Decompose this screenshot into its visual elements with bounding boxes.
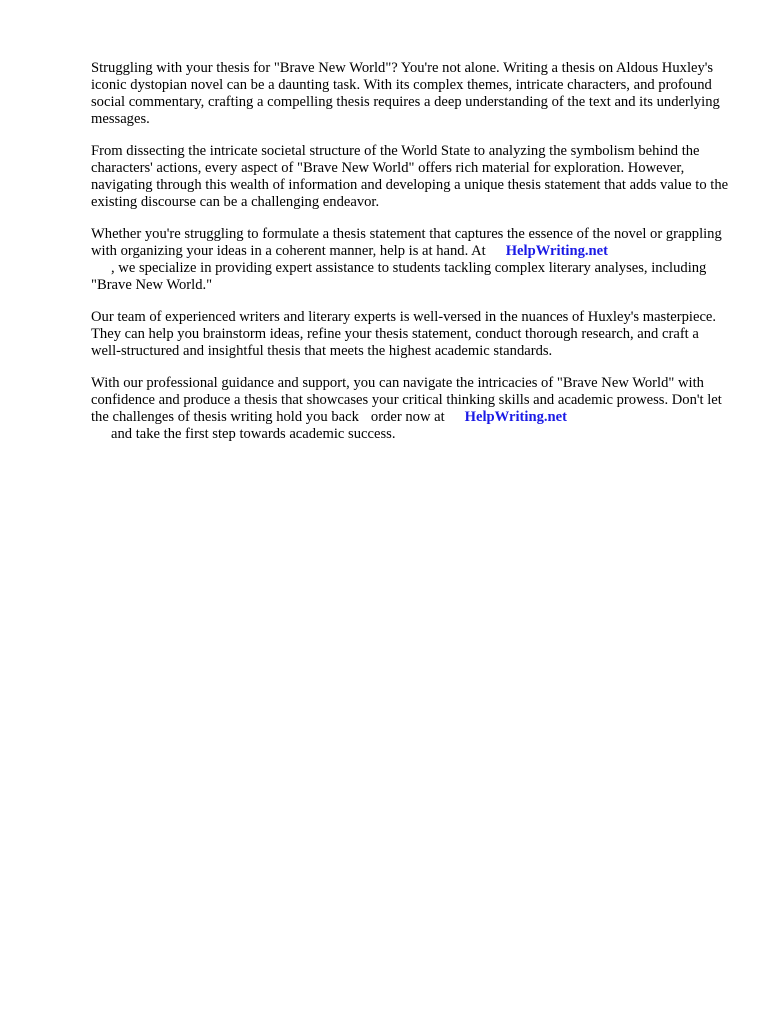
paragraph-help-text: Whether you're struggling to formulate a thesis statement that captures the essence of the novel or grappling with organizing your ideas in a coherent manner, help is at hand. At <box>91 226 722 259</box>
document-body <box>91 60 731 458</box>
paragraph-intro: Struggling with your thesis for "Brave New World"? You're not alone. Writing a thesis on Aldous Huxley's iconic dystopian novel can be a daunting task. With its complex themes, intricate characters, and profound social commentary, crafting a compelling thesis requires a deep understanding of the text and its underlying messages. <box>91 60 720 127</box>
order-now-text: order now at <box>370 409 445 425</box>
paragraph-help-tail: , we specialize in providing expert assistance to students tackling complex literary analyses, including "Brave New World." <box>91 260 707 293</box>
paragraph-analysis: From dissecting the intricate societal structure of the World State to analyzing the symbolism behind the characters' actions, every aspect of "Brave New World" offers rich material for exploration. However, navigating through this wealth of information and developing a unique thesis statement that adds value to the existing discourse can be a challenging endeavor. <box>91 143 729 210</box>
paragraph-cta-tail: and take the first step towards academic success. <box>111 426 396 442</box>
paragraph-cta <box>91 375 731 443</box>
helpwriting-link-2[interactable]: HelpWriting.net <box>464 409 567 425</box>
paragraph-team: Our team of experienced writers and literary experts is well-versed in the nuances of Huxley's masterpiece. They can help you brainstorm ideas, refine your thesis statement, conduct thorough research, and craft a well-structured and insightful thesis that meets the highest academic standards. <box>91 309 717 359</box>
paragraph-cta-text: With our professional guidance and support, you can navigate the intricacies of "Brave New World" with confidence and produce a thesis that showcases your critical thinking skills and academic prowess. Don't let the challenges of thesis writing hold you back <box>91 375 722 425</box>
helpwriting-link-1[interactable]: HelpWriting.net <box>505 243 608 259</box>
paragraph-help <box>91 226 731 294</box>
